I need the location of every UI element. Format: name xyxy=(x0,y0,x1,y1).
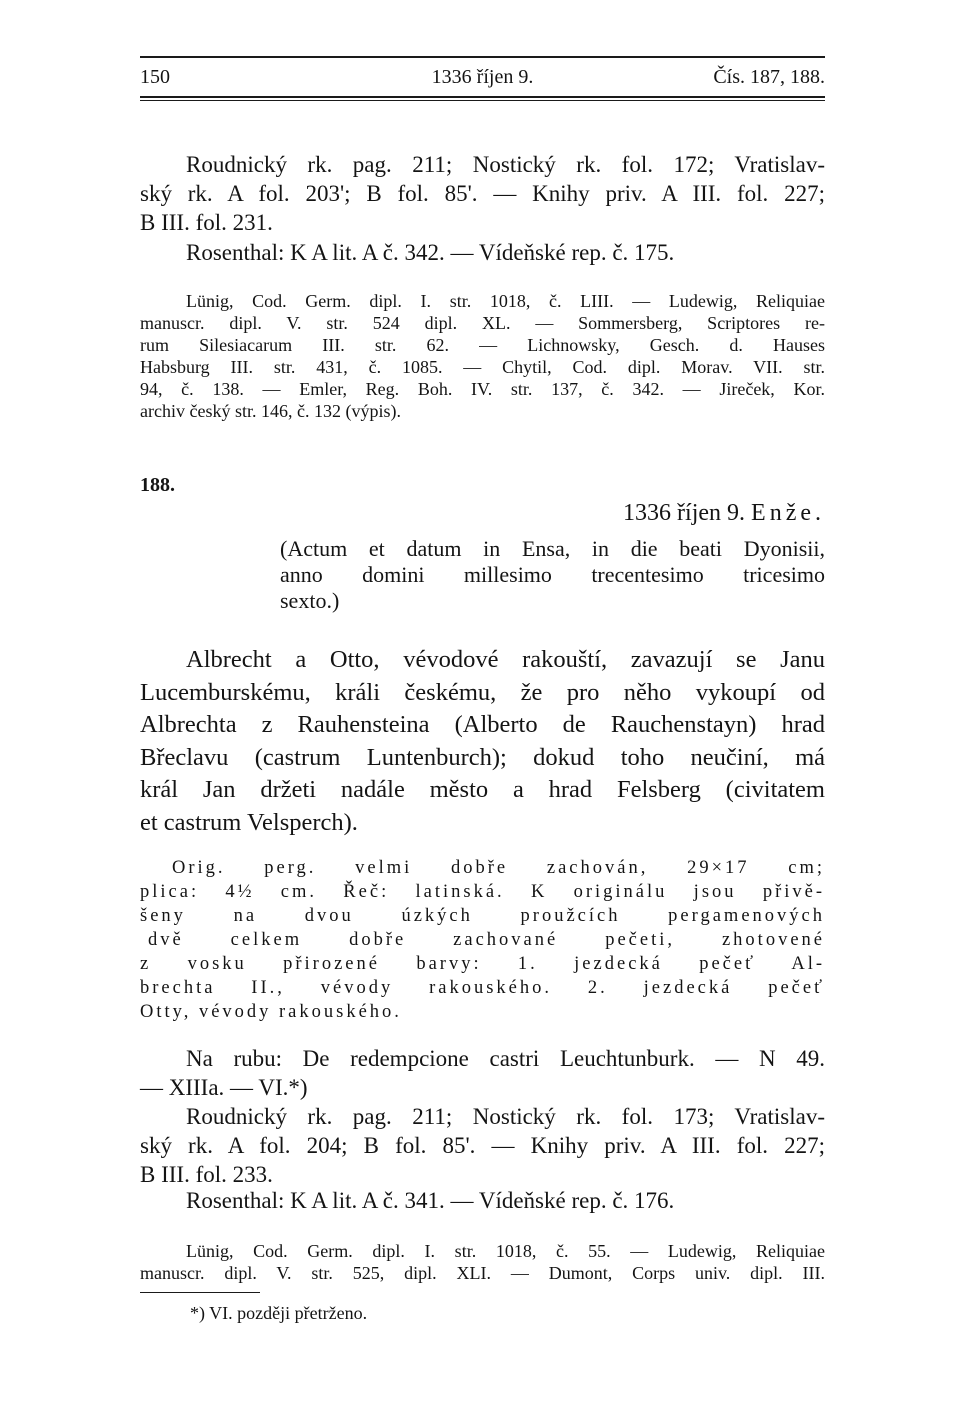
text-line: Rosenthal: K A lit. A č. 341. — Vídeňské rep. č. 176. xyxy=(186,1188,675,1213)
text-line: Habsburg III. str. 431, č. 1085. — Chytil, Cod. dipl. Morav. VII. str. xyxy=(140,357,825,377)
text-line: Roudnický rk. pag. 211; Nostický rk. fol. 172; Vratislav- xyxy=(186,152,825,177)
text-line: Lucemburskému, králi českému, že pro něho vykoupí od xyxy=(140,678,825,706)
regest-paragraph xyxy=(140,644,825,839)
text-line: sexto.) xyxy=(280,588,340,613)
text-line: manuscr. dipl. V. str. 525, dipl. XLI. — Dumont, Corps univ. dipl. III. xyxy=(140,1263,825,1283)
header-document-numbers: Čís. 187, 188. xyxy=(713,66,825,88)
text-line: et castrum Velsperch). xyxy=(140,808,358,836)
previous-rosenthal-line xyxy=(140,238,825,267)
text-line: šeny na dvou úzkých proužcích pergamenových xyxy=(140,906,825,926)
text-line: archiv český str. 146, č. 132 (výpis). xyxy=(140,401,401,421)
verso-note xyxy=(140,1044,825,1102)
running-header xyxy=(140,63,825,91)
text-line: Rosenthal: K A lit. A č. 342. — Vídeňské rep. č. 175. xyxy=(186,240,675,265)
text-line: král Jan držeti nadále město a hrad Felsberg (civitatem xyxy=(140,776,825,803)
text-line: z vosku přirozené barvy: 1. jezdecká pečeť Al- xyxy=(140,954,825,974)
text-line: Lünig, Cod. Germ. dipl. I. str. 1018, č. 55. — Ludewig, Reliquiae xyxy=(186,1241,825,1261)
text-line: Na rubu: De redempcione castri Leuchtunburk. — N 49. xyxy=(186,1046,825,1071)
document-number: 188. xyxy=(140,474,175,496)
header-rule-top xyxy=(140,56,825,58)
original-description xyxy=(140,856,825,1024)
document-dateline xyxy=(140,498,825,528)
header-date: 1336 říjen 9. xyxy=(431,66,534,88)
text-line: Orig. perg. velmi dobře zachován, 29×17 cm; xyxy=(172,858,825,878)
text-line: plica: 4½ cm. Řeč: latinská. K originálu jsou přivě- xyxy=(140,882,825,902)
copies-paragraph xyxy=(140,1102,825,1189)
text-line: (Actum et datum in Ensa, in die beati Dyonisii, xyxy=(280,536,825,561)
text-line: 94, č. 138. — Emler, Reg. Boh. IV. str. 137, č. 342. — Jireček, Kor. xyxy=(140,379,825,399)
text-line: manuscr. dipl. V. str. 524 dipl. XL. — Sommersberg, Scriptores re- xyxy=(140,313,825,333)
text-line: — XIIIa. — VI.*) xyxy=(140,1075,308,1100)
text-line: dvě celkem dobře zachované pečeti, zhotovené xyxy=(148,930,825,950)
header-rule-bottom-thin xyxy=(140,100,825,101)
text-line: B III. fol. 231. xyxy=(140,210,273,235)
text-line: Albrecht a Otto, vévodové rakouští, zavazují se Janu xyxy=(186,646,825,673)
text-line: rum Silesiacarum III. str. 62. — Lichnowsky, Gesch. d. Hauses xyxy=(140,335,825,355)
page-number: 150 xyxy=(140,66,170,88)
footnote-rule xyxy=(140,1292,260,1293)
previous-copies-paragraph xyxy=(140,150,825,237)
text-line: Roudnický rk. pag. 211; Nostický rk. fol. 173; Vratislav- xyxy=(186,1104,825,1129)
previous-literature xyxy=(140,290,825,422)
rosenthal-line xyxy=(140,1186,825,1215)
text-line: anno domini millesimo trecentesimo tricesimo xyxy=(280,562,825,587)
latin-dating-clause xyxy=(280,536,825,614)
text-line: ský rk. A fol. 204; B fol. 85'. — Knihy priv. A III. fol. 227; xyxy=(140,1133,825,1158)
text-line: Lünig, Cod. Germ. dipl. I. str. 1018, č. LIII. — Ludewig, Reliquiae xyxy=(186,291,825,311)
text-line: Albrechta z Rauhensteina (Alberto de Rauchenstayn) hrad xyxy=(140,711,825,738)
document-date: 1336 říjen 9. xyxy=(623,500,746,526)
header-rule-bottom xyxy=(140,96,825,98)
document-place: Enže. xyxy=(751,500,825,526)
literature xyxy=(140,1240,825,1284)
footnote: *) VI. později přetrženo. xyxy=(190,1303,368,1323)
text-line: ský rk. A fol. 203'; B fol. 85'. — Knihy priv. A III. fol. 227; xyxy=(140,181,825,206)
text-line: Břeclavu (castrum Luntenburch); dokud toho neučiní, má xyxy=(140,743,825,771)
text-line: brechta II., vévody rakouského. 2. jezdecká pečeť xyxy=(140,978,825,998)
text-line: B III. fol. 233. xyxy=(140,1162,273,1187)
text-line: Otty, vévody rakouského. xyxy=(140,1002,402,1022)
